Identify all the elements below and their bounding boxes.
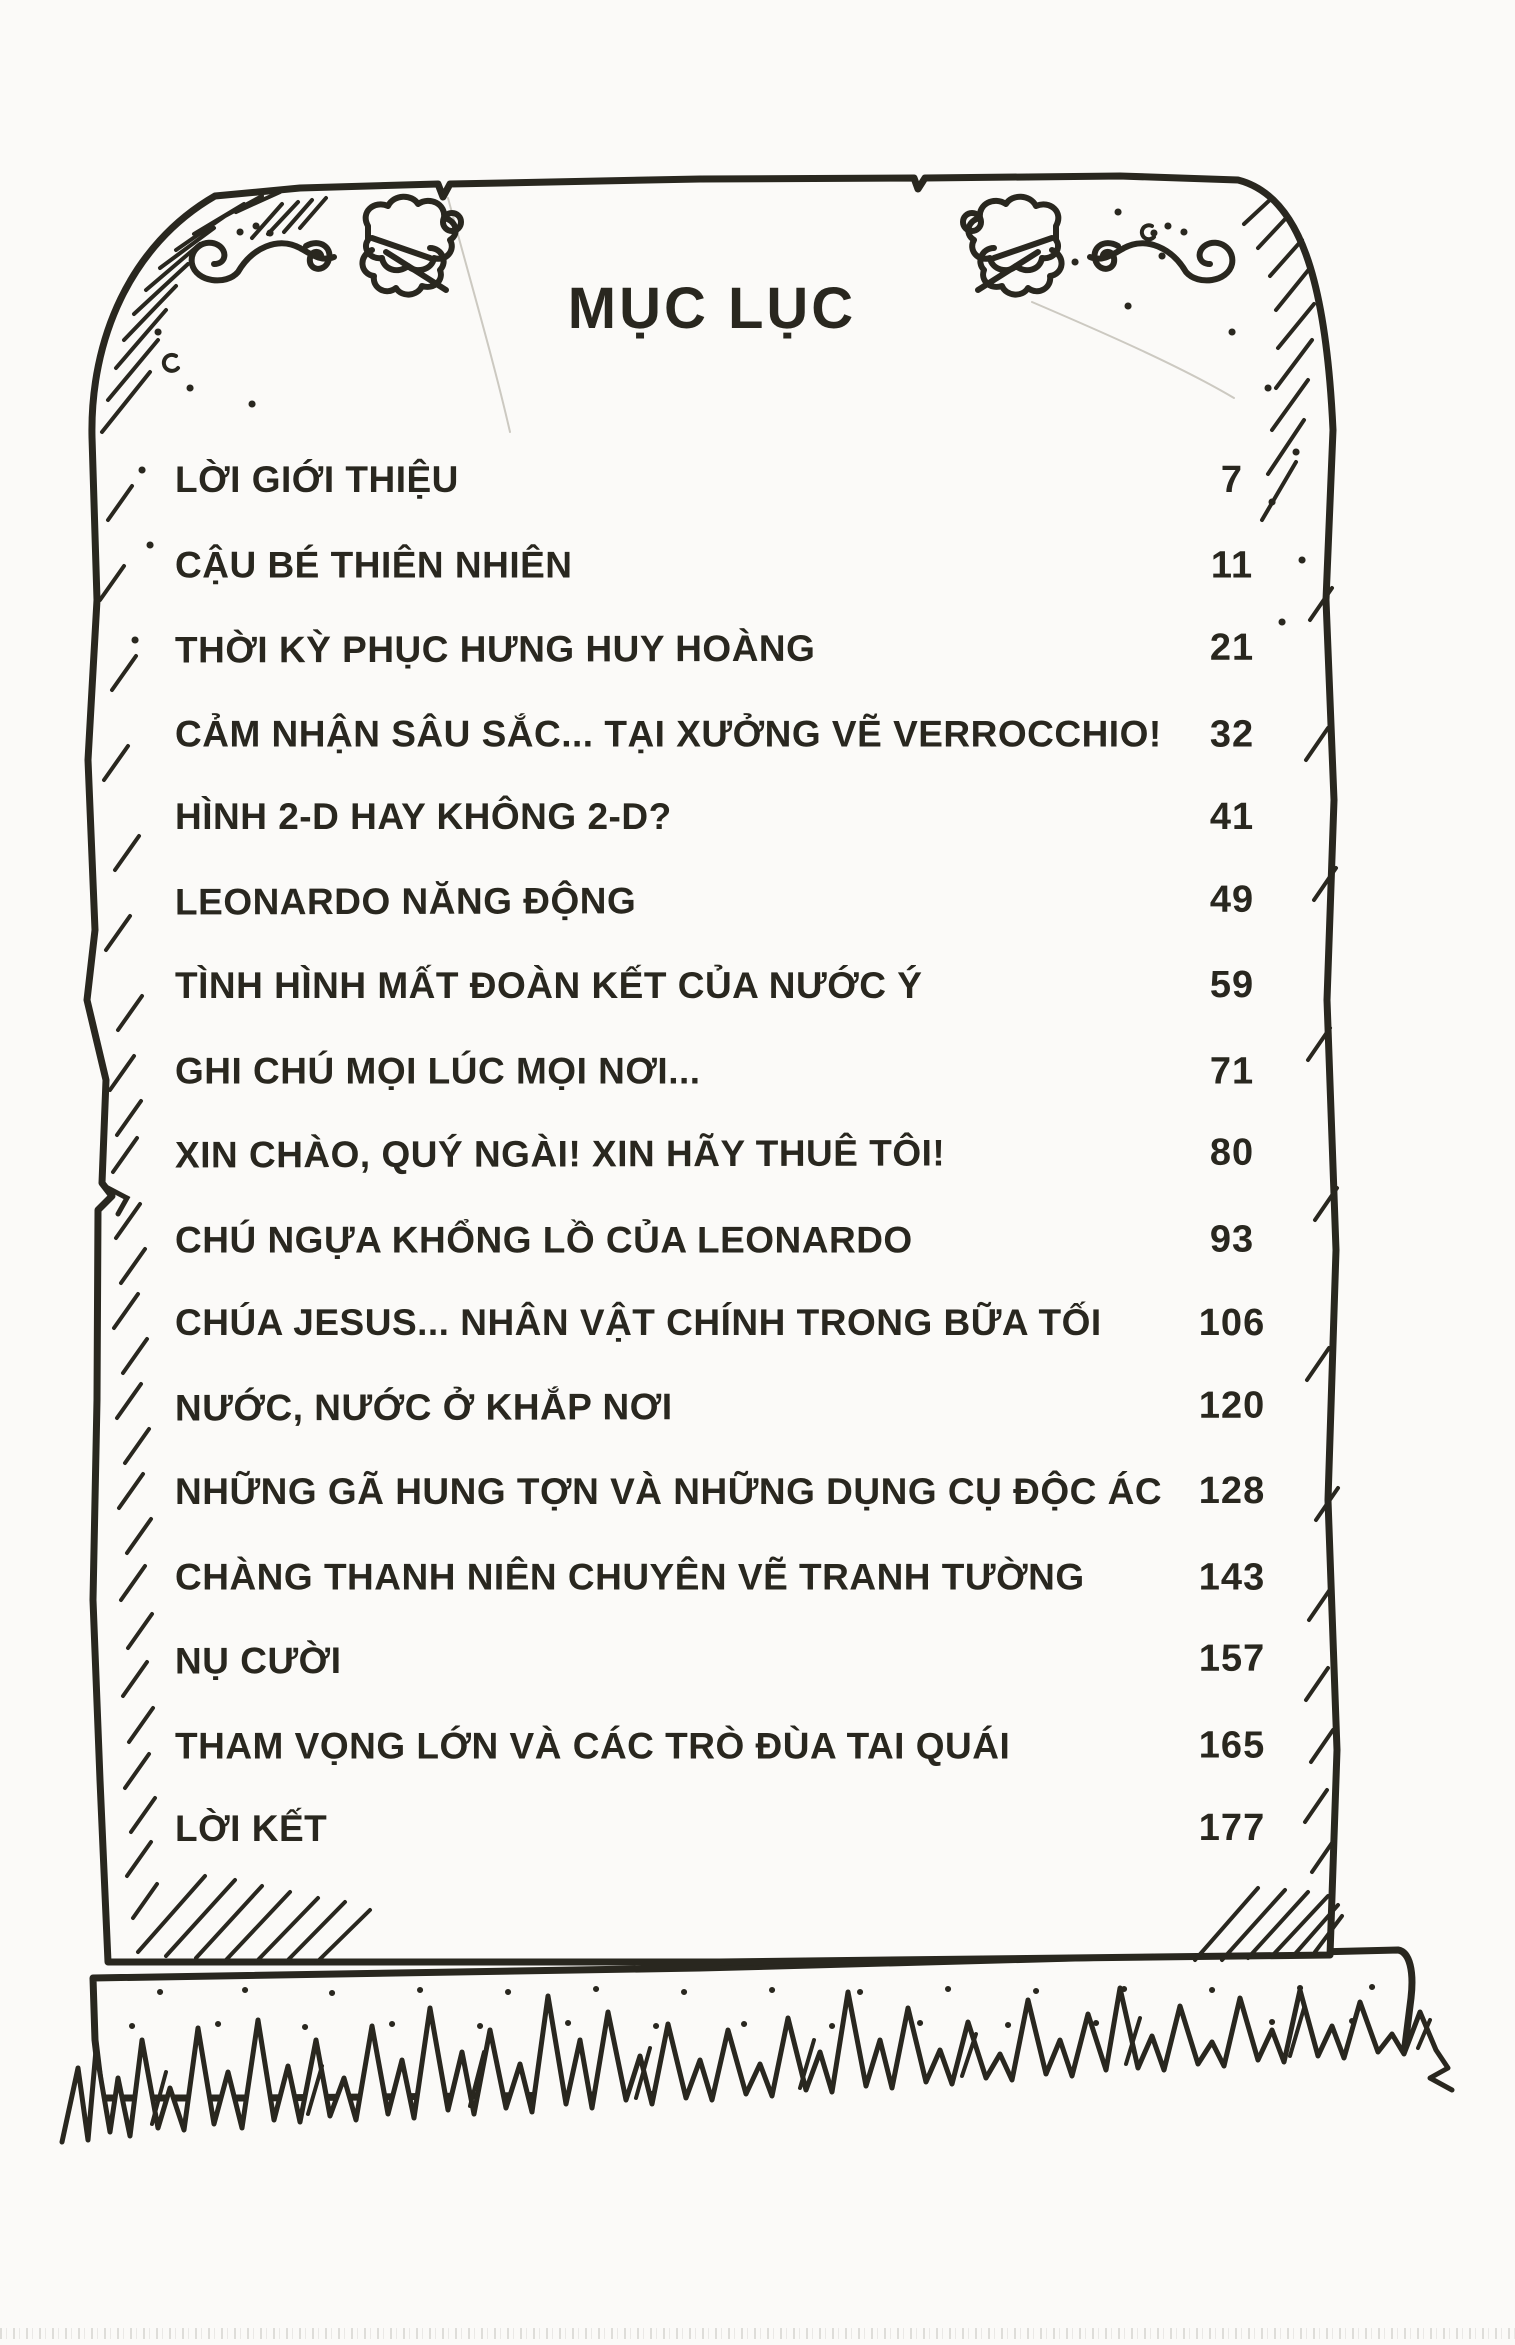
toc-row (175, 1535, 1292, 1619)
toc-list (175, 438, 1292, 1871)
toc-entry-page: 165 (1198, 1724, 1266, 1767)
toc-entry-title: CẬU BÉ THIÊN NHIÊN (175, 544, 573, 586)
toc-entry-page: 71 (1209, 1050, 1255, 1093)
toc-row (175, 1364, 1292, 1451)
toc-entry-page: 143 (1198, 1556, 1266, 1598)
toc-entry-title: TÌNH HÌNH MẤT ĐOÀN KẾT CỦA NƯỚC Ý (175, 964, 923, 1006)
toc-row (175, 1030, 1292, 1114)
toc-entry-title: CHÀNG THANH NIÊN CHUYÊN VẼ TRANH TƯỜNG (175, 1556, 1085, 1598)
toc-entry-title: GHI CHÚ MỌI LÚC MỌI NƠI... (175, 1050, 701, 1092)
toc-entry-title: LEONARDO NĂNG ĐỘNG (174, 880, 637, 924)
toc-entry-title: CHÚA JESUS... NHÂN VẬT CHÍNH TRONG BỮA TỐI (175, 1302, 1102, 1344)
toc-row (175, 438, 1292, 522)
scan-edge-artifact (0, 2328, 1515, 2339)
toc-row (175, 692, 1292, 776)
toc-entry-page: 7 (1220, 458, 1244, 501)
toc-row (175, 1617, 1292, 1704)
toc-entry-page: 80 (1209, 1131, 1255, 1174)
toc-entry-title: LỜI GIỚI THIỆU (175, 459, 459, 501)
toc-row (175, 858, 1292, 945)
toc-row (175, 1704, 1292, 1788)
toc-entry-page: 49 (1209, 878, 1255, 921)
toc-entry-title: XIN CHÀO, QUÝ NGÀI! XIN HÃY THUÊ TÔI! (174, 1132, 946, 1176)
toc-entry-page: 93 (1209, 1218, 1255, 1261)
toc-row (175, 1450, 1292, 1534)
toc-row (175, 605, 1292, 692)
toc-entry-page: 128 (1198, 1470, 1266, 1513)
toc-entry-page: 157 (1198, 1637, 1266, 1680)
toc-entry-page: 59 (1209, 964, 1255, 1007)
toc-entry-title: LỜI KẾT (175, 1807, 328, 1849)
toc-entry-title: NỤ CƯỜI (174, 1640, 342, 1682)
toc-row (175, 944, 1292, 1028)
toc-row (175, 1281, 1292, 1365)
toc-row (175, 1111, 1292, 1198)
toc-entry-page: 120 (1198, 1384, 1266, 1427)
toc-row (175, 1787, 1292, 1871)
toc-row (175, 775, 1292, 859)
toc-entry-title: NƯỚC, NƯỚC Ở KHẮP NƠI (174, 1386, 673, 1429)
toc-entry-title: HÌNH 2-D HAY KHÔNG 2-D? (175, 796, 672, 838)
page-title: MỤC LỤC (567, 276, 857, 341)
toc-entry-page: 41 (1209, 795, 1255, 838)
toc-entry-title: CHÚ NGỰA KHỔNG LỒ CỦA LEONARDO (175, 1219, 913, 1261)
toc-row (175, 524, 1292, 608)
toc-entry-title: THAM VỌNG LỚN VÀ CÁC TRÒ ĐÙA TAI QUÁI (175, 1725, 1011, 1767)
toc-row (175, 1198, 1292, 1282)
toc-entry-page: 177 (1198, 1807, 1266, 1850)
toc-entry-title: NHỮNG GÃ HUNG TỢN VÀ NHỮNG DỤNG CỤ ĐỘC ÁC (175, 1470, 1163, 1512)
toc-entry-page: 32 (1209, 713, 1255, 756)
toc-entry-page: 11 (1210, 544, 1254, 587)
toc-entry-page: 106 (1198, 1301, 1266, 1344)
toc-entry-title: CẢM NHẬN SÂU SẮC... TẠI XƯỞNG VẼ VERROCCHIO! (175, 713, 1162, 755)
toc-entry-page: 21 (1209, 625, 1255, 668)
toc-entry-title: THỜI KỲ PHỤC HƯNG HUY HOÀNG (174, 627, 816, 671)
